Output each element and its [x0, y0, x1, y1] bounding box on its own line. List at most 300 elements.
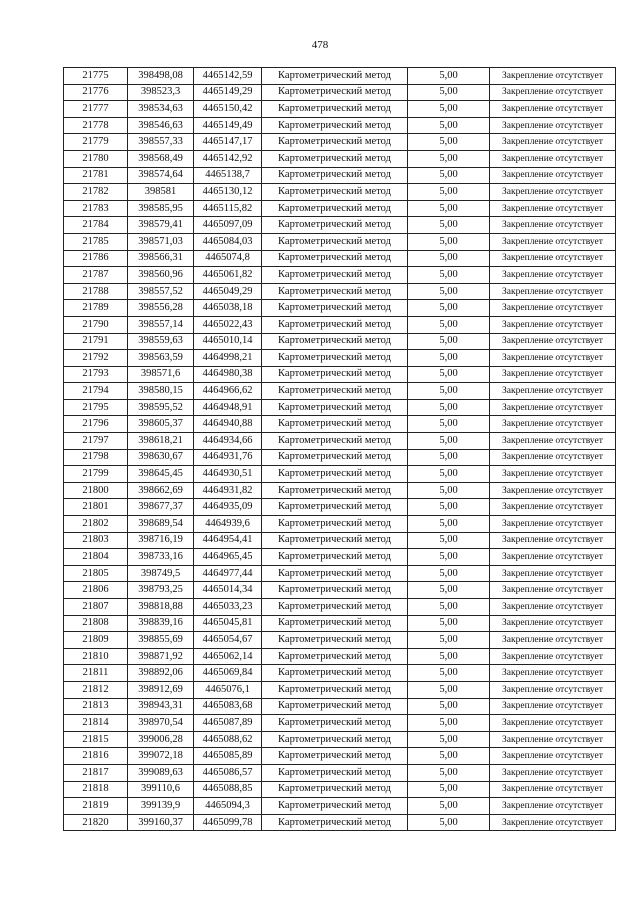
point-number-cell: 21797	[64, 433, 128, 450]
table-row	[64, 798, 616, 815]
fixation-cell: Закрепление отсутствует	[490, 217, 616, 234]
accuracy-cell: 5,00	[408, 167, 490, 184]
table-row	[64, 399, 616, 416]
fixation-cell: Закрепление отсутствует	[490, 233, 616, 250]
y-coordinate-cell: 4465049,29	[194, 283, 262, 300]
point-number-cell: 21816	[64, 748, 128, 765]
fixation-cell: Закрепление отсутствует	[490, 433, 616, 450]
y-coordinate-cell: 4465087,89	[194, 715, 262, 732]
y-coordinate-cell: 4465054,67	[194, 632, 262, 649]
point-number-cell: 21776	[64, 84, 128, 101]
x-coordinate-cell: 398689,54	[128, 516, 194, 533]
accuracy-cell: 5,00	[408, 333, 490, 350]
x-coordinate-cell: 398546,63	[128, 117, 194, 134]
x-coordinate-cell: 398818,88	[128, 599, 194, 616]
table-row	[64, 217, 616, 234]
fixation-cell: Закрепление отсутствует	[490, 150, 616, 167]
accuracy-cell: 5,00	[408, 582, 490, 599]
accuracy-cell: 5,00	[408, 814, 490, 831]
accuracy-cell: 5,00	[408, 300, 490, 317]
point-number-cell: 21814	[64, 715, 128, 732]
method-cell: Картометрический метод	[262, 565, 408, 582]
accuracy-cell: 5,00	[408, 748, 490, 765]
point-number-cell: 21780	[64, 150, 128, 167]
y-coordinate-cell: 4465150,42	[194, 101, 262, 118]
x-coordinate-cell: 398912,69	[128, 681, 194, 698]
y-coordinate-cell: 4465142,59	[194, 68, 262, 85]
method-cell: Картометрический метод	[262, 516, 408, 533]
y-coordinate-cell: 4465084,03	[194, 233, 262, 250]
table-row	[64, 715, 616, 732]
method-cell: Картометрический метод	[262, 798, 408, 815]
fixation-cell: Закрепление отсутствует	[490, 681, 616, 698]
x-coordinate-cell: 398559,63	[128, 333, 194, 350]
x-coordinate-cell: 398563,59	[128, 350, 194, 367]
x-coordinate-cell: 398557,14	[128, 316, 194, 333]
point-number-cell: 21809	[64, 632, 128, 649]
method-cell: Картометрический метод	[262, 715, 408, 732]
coordinates-table	[63, 67, 616, 831]
method-cell: Картометрический метод	[262, 101, 408, 118]
accuracy-cell: 5,00	[408, 433, 490, 450]
table-row	[64, 200, 616, 217]
table-row	[64, 366, 616, 383]
y-coordinate-cell: 4465149,29	[194, 84, 262, 101]
accuracy-cell: 5,00	[408, 731, 490, 748]
accuracy-cell: 5,00	[408, 366, 490, 383]
table-row	[64, 532, 616, 549]
fixation-cell: Закрепление отсутствует	[490, 565, 616, 582]
method-cell: Картометрический метод	[262, 549, 408, 566]
method-cell: Картометрический метод	[262, 781, 408, 798]
point-number-cell: 21787	[64, 267, 128, 284]
point-number-cell: 21818	[64, 781, 128, 798]
point-number-cell: 21789	[64, 300, 128, 317]
point-number-cell: 21806	[64, 582, 128, 599]
x-coordinate-cell: 398556,28	[128, 300, 194, 317]
method-cell: Картометрический метод	[262, 350, 408, 367]
x-coordinate-cell: 398595,52	[128, 399, 194, 416]
accuracy-cell: 5,00	[408, 184, 490, 201]
accuracy-cell: 5,00	[408, 449, 490, 466]
table-row	[64, 84, 616, 101]
point-number-cell: 21788	[64, 283, 128, 300]
point-number-cell: 21783	[64, 200, 128, 217]
table-row	[64, 300, 616, 317]
table-row	[64, 482, 616, 499]
method-cell: Картометрический метод	[262, 250, 408, 267]
fixation-cell: Закрепление отсутствует	[490, 764, 616, 781]
fixation-cell: Закрепление отсутствует	[490, 798, 616, 815]
fixation-cell: Закрепление отсутствует	[490, 350, 616, 367]
x-coordinate-cell: 398618,21	[128, 433, 194, 450]
table-row	[64, 134, 616, 151]
x-coordinate-cell: 398580,15	[128, 383, 194, 400]
point-number-cell: 21796	[64, 416, 128, 433]
x-coordinate-cell: 398871,92	[128, 648, 194, 665]
table-row	[64, 764, 616, 781]
point-number-cell: 21795	[64, 399, 128, 416]
fixation-cell: Закрепление отсутствует	[490, 532, 616, 549]
method-cell: Картометрический метод	[262, 499, 408, 516]
accuracy-cell: 5,00	[408, 632, 490, 649]
fixation-cell: Закрепление отсутствует	[490, 84, 616, 101]
table-row	[64, 449, 616, 466]
table-row	[64, 632, 616, 649]
table-row	[64, 814, 616, 831]
method-cell: Картометрический метод	[262, 399, 408, 416]
accuracy-cell: 5,00	[408, 798, 490, 815]
x-coordinate-cell: 398677,37	[128, 499, 194, 516]
fixation-cell: Закрепление отсутствует	[490, 167, 616, 184]
x-coordinate-cell: 398943,31	[128, 698, 194, 715]
table-row	[64, 150, 616, 167]
table-row	[64, 615, 616, 632]
x-coordinate-cell: 398793,25	[128, 582, 194, 599]
x-coordinate-cell: 399160,37	[128, 814, 194, 831]
method-cell: Картометрический метод	[262, 383, 408, 400]
point-number-cell: 21812	[64, 681, 128, 698]
point-number-cell: 21801	[64, 499, 128, 516]
x-coordinate-cell: 398560,96	[128, 267, 194, 284]
page-number: 478	[311, 39, 329, 51]
accuracy-cell: 5,00	[408, 599, 490, 616]
x-coordinate-cell: 398579,41	[128, 217, 194, 234]
method-cell: Картометрический метод	[262, 748, 408, 765]
y-coordinate-cell: 4465086,57	[194, 764, 262, 781]
accuracy-cell: 5,00	[408, 665, 490, 682]
method-cell: Картометрический метод	[262, 267, 408, 284]
y-coordinate-cell: 4465010,14	[194, 333, 262, 350]
accuracy-cell: 5,00	[408, 681, 490, 698]
fixation-cell: Закрепление отсутствует	[490, 399, 616, 416]
accuracy-cell: 5,00	[408, 200, 490, 217]
table-row	[64, 549, 616, 566]
point-number-cell: 21790	[64, 316, 128, 333]
method-cell: Картометрический метод	[262, 648, 408, 665]
fixation-cell: Закрепление отсутствует	[490, 449, 616, 466]
x-coordinate-cell: 398557,52	[128, 283, 194, 300]
y-coordinate-cell: 4464966,62	[194, 383, 262, 400]
table-row	[64, 250, 616, 267]
fixation-cell: Закрепление отсутствует	[490, 648, 616, 665]
x-coordinate-cell: 398892,06	[128, 665, 194, 682]
method-cell: Картометрический метод	[262, 366, 408, 383]
fixation-cell: Закрепление отсутствует	[490, 283, 616, 300]
method-cell: Картометрический метод	[262, 665, 408, 682]
point-number-cell: 21794	[64, 383, 128, 400]
accuracy-cell: 5,00	[408, 150, 490, 167]
table-row	[64, 731, 616, 748]
point-number-cell: 21775	[64, 68, 128, 85]
y-coordinate-cell: 4464954,41	[194, 532, 262, 549]
table-row	[64, 350, 616, 367]
y-coordinate-cell: 4465099,78	[194, 814, 262, 831]
x-coordinate-cell: 398523,3	[128, 84, 194, 101]
table-row	[64, 233, 616, 250]
point-number-cell: 21781	[64, 167, 128, 184]
point-number-cell: 21777	[64, 101, 128, 118]
x-coordinate-cell: 398571,6	[128, 366, 194, 383]
x-coordinate-cell: 398581	[128, 184, 194, 201]
method-cell: Картометрический метод	[262, 167, 408, 184]
method-cell: Картометрический метод	[262, 150, 408, 167]
point-number-cell: 21803	[64, 532, 128, 549]
x-coordinate-cell: 398970,54	[128, 715, 194, 732]
fixation-cell: Закрепление отсутствует	[490, 599, 616, 616]
fixation-cell: Закрепление отсутствует	[490, 582, 616, 599]
point-number-cell: 21811	[64, 665, 128, 682]
table-row	[64, 101, 616, 118]
table-row	[64, 333, 616, 350]
method-cell: Картометрический метод	[262, 632, 408, 649]
fixation-cell: Закрепление отсутствует	[490, 333, 616, 350]
method-cell: Картометрический метод	[262, 814, 408, 831]
x-coordinate-cell: 398566,31	[128, 250, 194, 267]
point-number-cell: 21808	[64, 615, 128, 632]
fixation-cell: Закрепление отсутствует	[490, 101, 616, 118]
fixation-cell: Закрепление отсутствует	[490, 632, 616, 649]
y-coordinate-cell: 4465094,3	[194, 798, 262, 815]
accuracy-cell: 5,00	[408, 715, 490, 732]
fixation-cell: Закрепление отсутствует	[490, 814, 616, 831]
method-cell: Картометрический метод	[262, 681, 408, 698]
fixation-cell: Закрепление отсутствует	[490, 665, 616, 682]
y-coordinate-cell: 4465022,43	[194, 316, 262, 333]
accuracy-cell: 5,00	[408, 283, 490, 300]
table-row	[64, 648, 616, 665]
point-number-cell: 21791	[64, 333, 128, 350]
point-number-cell: 21810	[64, 648, 128, 665]
method-cell: Картометрический метод	[262, 582, 408, 599]
table-row	[64, 167, 616, 184]
method-cell: Картометрический метод	[262, 615, 408, 632]
x-coordinate-cell: 398749,5	[128, 565, 194, 582]
y-coordinate-cell: 4464980,38	[194, 366, 262, 383]
x-coordinate-cell: 398630,67	[128, 449, 194, 466]
point-number-cell: 21778	[64, 117, 128, 134]
accuracy-cell: 5,00	[408, 399, 490, 416]
table-row	[64, 565, 616, 582]
y-coordinate-cell: 4465115,82	[194, 200, 262, 217]
point-number-cell: 21793	[64, 366, 128, 383]
method-cell: Картометрический метод	[262, 283, 408, 300]
table-row	[64, 582, 616, 599]
fixation-cell: Закрепление отсутствует	[490, 698, 616, 715]
y-coordinate-cell: 4465130,12	[194, 184, 262, 201]
table-row	[64, 283, 616, 300]
x-coordinate-cell: 399072,18	[128, 748, 194, 765]
point-number-cell: 21820	[64, 814, 128, 831]
accuracy-cell: 5,00	[408, 316, 490, 333]
point-number-cell: 21819	[64, 798, 128, 815]
accuracy-cell: 5,00	[408, 233, 490, 250]
y-coordinate-cell: 4465088,62	[194, 731, 262, 748]
table-row	[64, 433, 616, 450]
y-coordinate-cell: 4464934,66	[194, 433, 262, 450]
y-coordinate-cell: 4464931,82	[194, 482, 262, 499]
accuracy-cell: 5,00	[408, 565, 490, 582]
y-coordinate-cell: 4465149,49	[194, 117, 262, 134]
point-number-cell: 21798	[64, 449, 128, 466]
accuracy-cell: 5,00	[408, 516, 490, 533]
point-number-cell: 21800	[64, 482, 128, 499]
table-row	[64, 665, 616, 682]
x-coordinate-cell: 398716,19	[128, 532, 194, 549]
fixation-cell: Закрепление отсутствует	[490, 482, 616, 499]
fixation-cell: Закрепление отсутствует	[490, 316, 616, 333]
fixation-cell: Закрепление отсутствует	[490, 134, 616, 151]
point-number-cell: 21792	[64, 350, 128, 367]
accuracy-cell: 5,00	[408, 383, 490, 400]
fixation-cell: Закрепление отсутствует	[490, 715, 616, 732]
point-number-cell: 21805	[64, 565, 128, 582]
accuracy-cell: 5,00	[408, 250, 490, 267]
x-coordinate-cell: 398839,16	[128, 615, 194, 632]
table-row	[64, 117, 616, 134]
fixation-cell: Закрепление отсутствует	[490, 416, 616, 433]
x-coordinate-cell: 398568,49	[128, 150, 194, 167]
fixation-cell: Закрепление отсутствует	[490, 748, 616, 765]
method-cell: Картометрический метод	[262, 449, 408, 466]
y-coordinate-cell: 4465062,14	[194, 648, 262, 665]
y-coordinate-cell: 4464998,21	[194, 350, 262, 367]
accuracy-cell: 5,00	[408, 532, 490, 549]
method-cell: Картометрический метод	[262, 300, 408, 317]
y-coordinate-cell: 4465045,81	[194, 615, 262, 632]
method-cell: Картометрический метод	[262, 599, 408, 616]
point-number-cell: 21802	[64, 516, 128, 533]
method-cell: Картометрический метод	[262, 233, 408, 250]
x-coordinate-cell: 398662,69	[128, 482, 194, 499]
method-cell: Картометрический метод	[262, 466, 408, 483]
table-row	[64, 184, 616, 201]
x-coordinate-cell: 399110,6	[128, 781, 194, 798]
x-coordinate-cell: 398571,03	[128, 233, 194, 250]
x-coordinate-cell: 398645,45	[128, 466, 194, 483]
x-coordinate-cell: 398855,69	[128, 632, 194, 649]
table-row	[64, 516, 616, 533]
y-coordinate-cell: 4465076,1	[194, 681, 262, 698]
y-coordinate-cell: 4465142,92	[194, 150, 262, 167]
fixation-cell: Закрепление отсутствует	[490, 466, 616, 483]
method-cell: Картометрический метод	[262, 217, 408, 234]
table-row	[64, 781, 616, 798]
accuracy-cell: 5,00	[408, 499, 490, 516]
y-coordinate-cell: 4464935,09	[194, 499, 262, 516]
x-coordinate-cell: 398574,64	[128, 167, 194, 184]
table-row	[64, 698, 616, 715]
fixation-cell: Закрепление отсутствует	[490, 615, 616, 632]
method-cell: Картометрический метод	[262, 731, 408, 748]
table-row	[64, 68, 616, 85]
accuracy-cell: 5,00	[408, 217, 490, 234]
x-coordinate-cell: 399006,28	[128, 731, 194, 748]
fixation-cell: Закрепление отсутствует	[490, 184, 616, 201]
fixation-cell: Закрепление отсутствует	[490, 366, 616, 383]
table-row	[64, 267, 616, 284]
point-number-cell: 21813	[64, 698, 128, 715]
point-number-cell: 21815	[64, 731, 128, 748]
coordinates-table-body	[64, 68, 616, 831]
accuracy-cell: 5,00	[408, 466, 490, 483]
point-number-cell: 21784	[64, 217, 128, 234]
x-coordinate-cell: 398585,95	[128, 200, 194, 217]
accuracy-cell: 5,00	[408, 267, 490, 284]
point-number-cell: 21779	[64, 134, 128, 151]
point-number-cell: 21786	[64, 250, 128, 267]
accuracy-cell: 5,00	[408, 117, 490, 134]
y-coordinate-cell: 4465138,7	[194, 167, 262, 184]
x-coordinate-cell: 398557,33	[128, 134, 194, 151]
accuracy-cell: 5,00	[408, 648, 490, 665]
method-cell: Картометрический метод	[262, 333, 408, 350]
accuracy-cell: 5,00	[408, 134, 490, 151]
fixation-cell: Закрепление отсутствует	[490, 300, 616, 317]
accuracy-cell: 5,00	[408, 615, 490, 632]
table-row	[64, 416, 616, 433]
x-coordinate-cell: 398534,63	[128, 101, 194, 118]
method-cell: Картометрический метод	[262, 433, 408, 450]
y-coordinate-cell: 4465033,23	[194, 599, 262, 616]
method-cell: Картометрический метод	[262, 698, 408, 715]
fixation-cell: Закрепление отсутствует	[490, 200, 616, 217]
x-coordinate-cell: 398605,37	[128, 416, 194, 433]
x-coordinate-cell: 399089,63	[128, 764, 194, 781]
accuracy-cell: 5,00	[408, 68, 490, 85]
accuracy-cell: 5,00	[408, 781, 490, 798]
x-coordinate-cell: 398498,08	[128, 68, 194, 85]
x-coordinate-cell: 398733,16	[128, 549, 194, 566]
y-coordinate-cell: 4465085,89	[194, 748, 262, 765]
accuracy-cell: 5,00	[408, 84, 490, 101]
table-row	[64, 499, 616, 516]
accuracy-cell: 5,00	[408, 416, 490, 433]
y-coordinate-cell: 4465074,8	[194, 250, 262, 267]
fixation-cell: Закрепление отсутствует	[490, 499, 616, 516]
y-coordinate-cell: 4464940,88	[194, 416, 262, 433]
method-cell: Картометрический метод	[262, 68, 408, 85]
fixation-cell: Закрепление отсутствует	[490, 549, 616, 566]
table-row	[64, 599, 616, 616]
table-row	[64, 681, 616, 698]
y-coordinate-cell: 4465097,09	[194, 217, 262, 234]
accuracy-cell: 5,00	[408, 549, 490, 566]
fixation-cell: Закрепление отсутствует	[490, 516, 616, 533]
y-coordinate-cell: 4465061,82	[194, 267, 262, 284]
table-row	[64, 466, 616, 483]
method-cell: Картометрический метод	[262, 764, 408, 781]
method-cell: Картометрический метод	[262, 482, 408, 499]
method-cell: Картометрический метод	[262, 84, 408, 101]
y-coordinate-cell: 4464965,45	[194, 549, 262, 566]
accuracy-cell: 5,00	[408, 482, 490, 499]
point-number-cell: 21785	[64, 233, 128, 250]
point-number-cell: 21807	[64, 599, 128, 616]
method-cell: Картометрический метод	[262, 416, 408, 433]
y-coordinate-cell: 4465014,34	[194, 582, 262, 599]
point-number-cell: 21817	[64, 764, 128, 781]
y-coordinate-cell: 4464948,91	[194, 399, 262, 416]
method-cell: Картометрический метод	[262, 532, 408, 549]
fixation-cell: Закрепление отсутствует	[490, 68, 616, 85]
fixation-cell: Закрепление отсутствует	[490, 383, 616, 400]
y-coordinate-cell: 4465083,68	[194, 698, 262, 715]
point-number-cell: 21799	[64, 466, 128, 483]
method-cell: Картометрический метод	[262, 117, 408, 134]
y-coordinate-cell: 4465038,18	[194, 300, 262, 317]
method-cell: Картометрический метод	[262, 200, 408, 217]
